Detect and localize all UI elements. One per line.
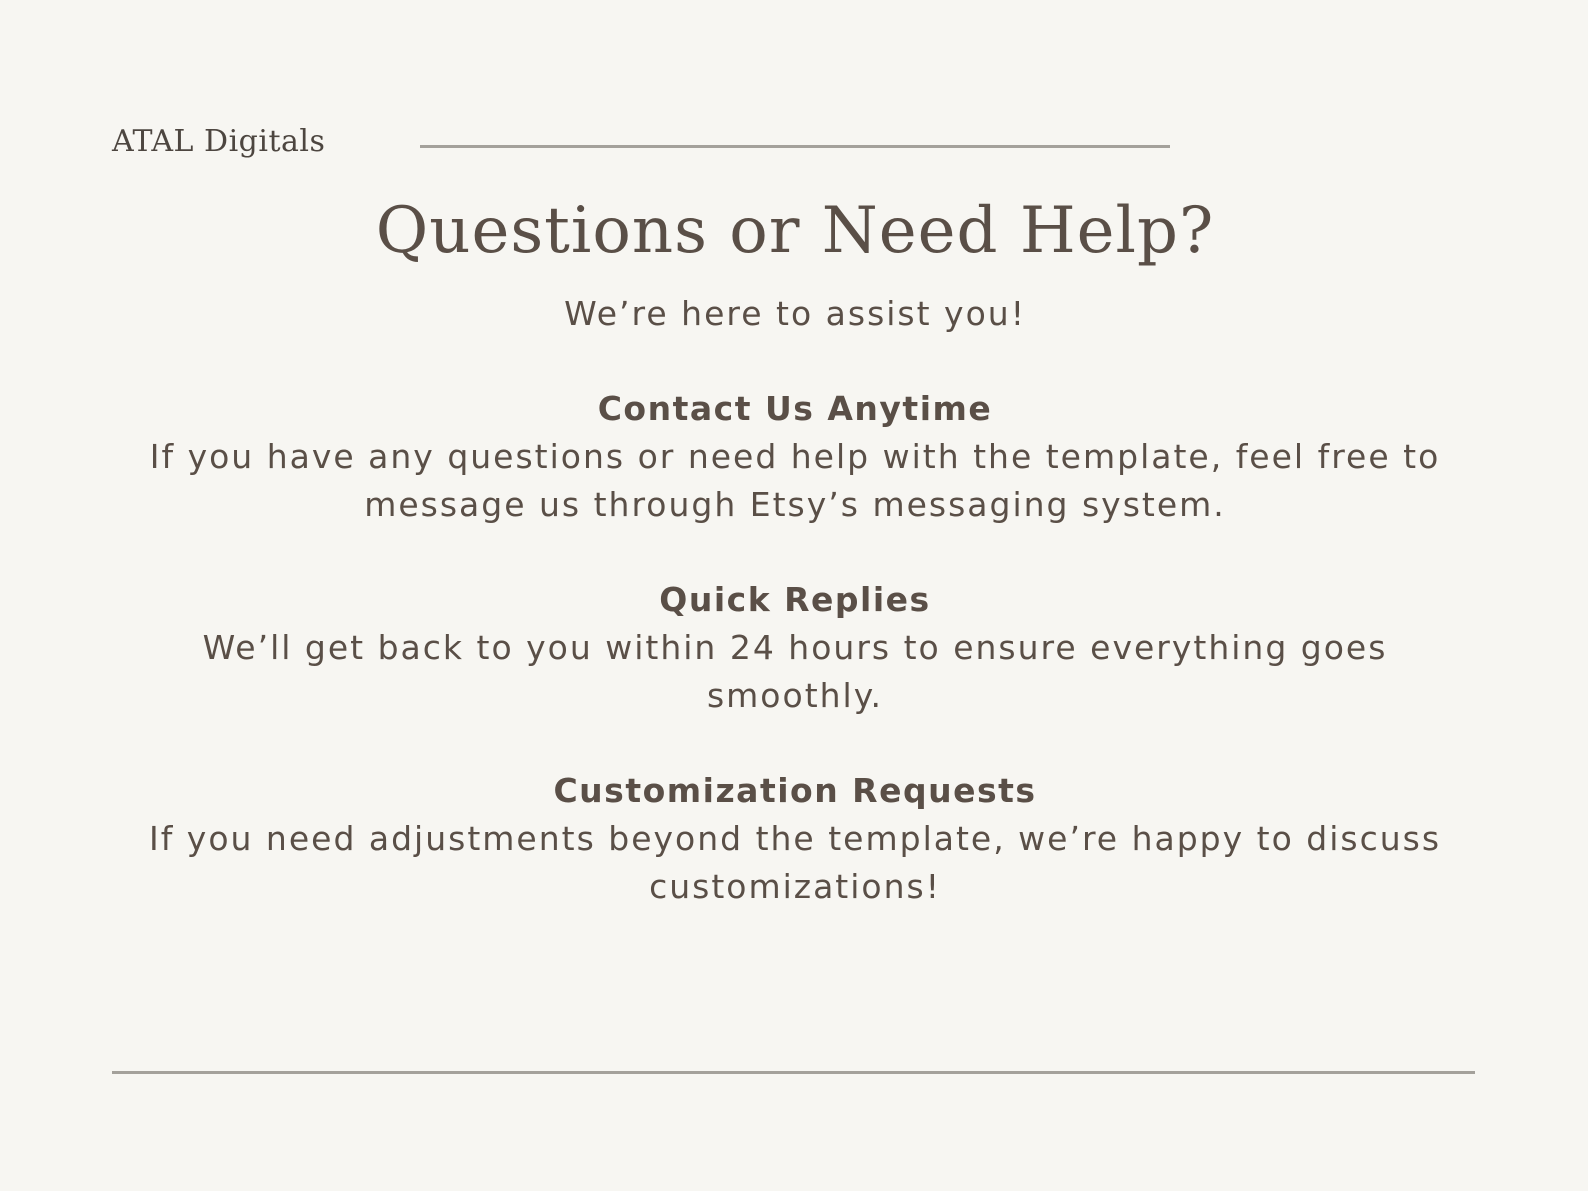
help-content [120,186,1470,911]
section-customization [120,767,1470,911]
section-quick-replies [120,576,1470,720]
page-subtitle: We’re here to assist you! [564,294,1026,333]
page-title: Questions or Need Help? [375,194,1215,268]
section-text-line: message us through Etsy’s messaging system. [364,485,1226,524]
section-heading: Quick Replies [659,580,931,619]
bottom-divider [112,1071,1475,1074]
brand-name: ATAL Digitals [112,124,326,159]
section-heading: Contact Us Anytime [597,389,993,428]
top-divider [420,145,1170,148]
section-contact [120,385,1470,529]
section-text-line: customizations! [649,867,941,906]
section-heading: Customization Requests [553,771,1037,810]
section-text-line: If you have any questions or need help with the template, feel free to [149,437,1441,476]
section-text-line: smoothly. [706,676,884,715]
section-text-line: We’ll get back to you within 24 hours to ensure everything goes [202,628,1388,667]
section-text-line: If you need adjustments beyond the template, we’re happy to discuss [148,819,1442,858]
